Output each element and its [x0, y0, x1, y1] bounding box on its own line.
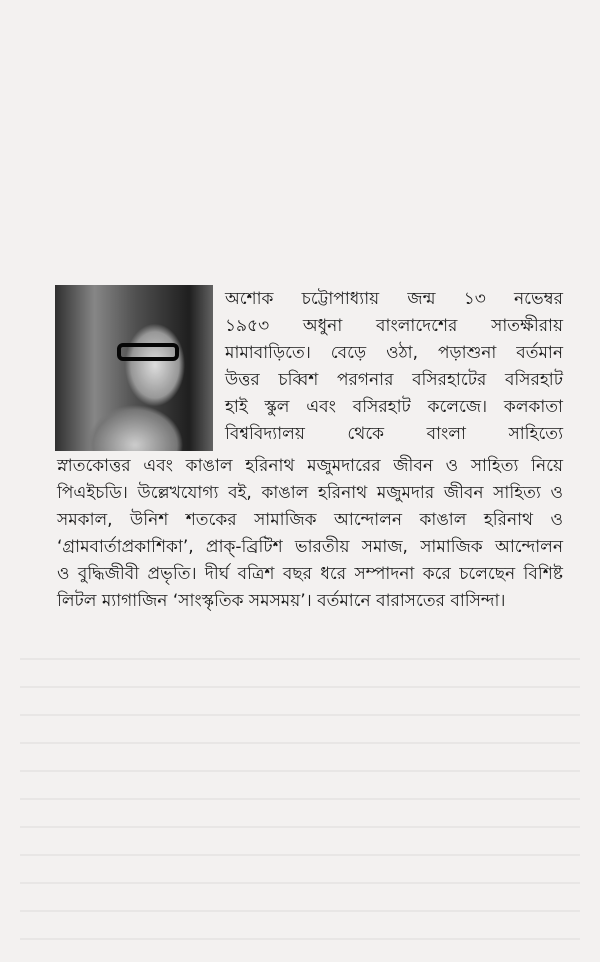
page-bleed-through	[20, 640, 580, 962]
bio-line: হাই স্কুল এবং বসিরহাট কলেজে। কলকাতা	[225, 397, 563, 417]
bio-line: ‘গ্রামবার্তাপ্রকাশিকা’, প্রাক্-ব্রিটিশ ভারতীয় সমাজ, সামাজিক আন্দোলন	[57, 537, 563, 557]
author-photo	[55, 285, 213, 451]
bio-line: মামাবাড়িতে। বেড়ে ওঠা, পড়াশুনা বর্তমান	[225, 343, 563, 363]
bio-line: উত্তর চব্বিশ পরগনার বসিরহাটের বসিরহাট	[225, 370, 563, 390]
bio-line: ১৯৫৩ অধুনা বাংলাদেশের সাতক্ষীরায়	[225, 316, 563, 336]
bio-line: পিএইচডি। উল্লেখযোগ্য বই, কাঙাল হরিনাথ মজুমদার জীবন সাহিত্য ও	[57, 483, 563, 503]
bio-line: লিটল ম্যাগাজিন ‘সাংস্কৃতিক সমসময়’। বর্তমানে বারাসতের বাসিন্দা।	[57, 591, 506, 611]
bio-line: স্নাতকোত্তর এবং কাঙাল হরিনাথ মজুমদারের জীবন ও সাহিত্য নিয়ে	[57, 456, 563, 476]
bio-line: সমকাল, উনিশ শতকের সামাজিক আন্দোলন কাঙাল হরিনাথ ও	[57, 510, 563, 530]
glasses-shape	[117, 343, 179, 361]
bio-line: অশোক চট্টোপাধ্যায় জন্ম ১৩ নভেম্বর	[225, 289, 563, 309]
bio-line: বিশ্ববিদ্যালয় থেকে বাংলা সাহিত্যে	[225, 424, 563, 444]
bio-line: ও বুদ্ধিজীবী প্রভৃতি। দীর্ঘ বত্রিশ বছর ধরে সম্পাদনা করে চলেছেন বিশিষ্ট	[57, 564, 563, 584]
